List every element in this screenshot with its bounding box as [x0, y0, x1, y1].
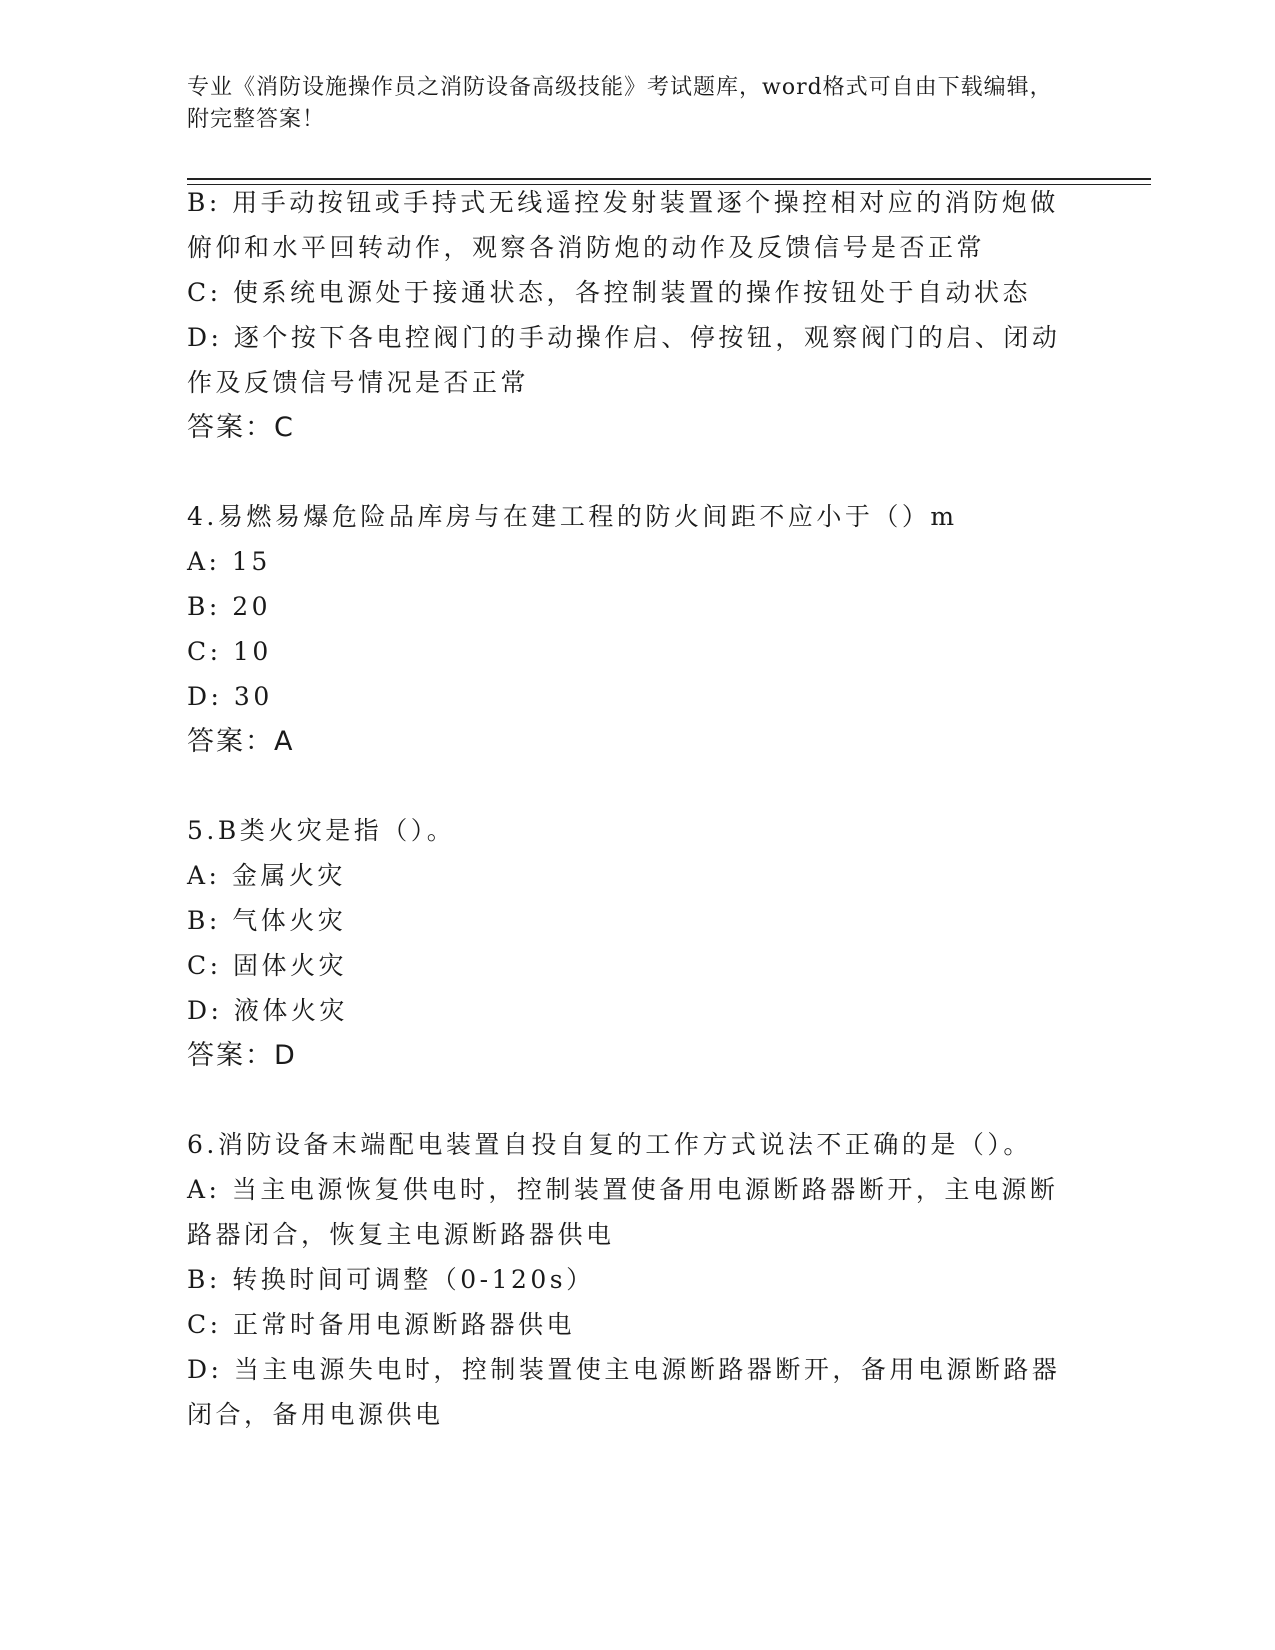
header-rule-thick: [187, 178, 1151, 180]
q5-option-b: B: 气体火灾: [187, 906, 347, 935]
q5-option-d: D: 液体火灾: [187, 996, 348, 1025]
q6-option-a-line2: 路器闭合，恢复主电源断路器供电: [187, 1220, 615, 1249]
q5-stem: 5.B类火灾是指（）。: [187, 816, 456, 845]
prev-option-b-line2: 俯仰和水平回转动作，观察各消防炮的动作及反馈信号是否正常: [187, 233, 986, 262]
q4-answer: 答案：A: [187, 726, 295, 757]
q4-option-d: D: 30: [187, 682, 273, 711]
q6-stem: 6.消防设备末端配电装置自投自复的工作方式说法不正确的是（）。: [187, 1130, 1032, 1159]
q6-option-d-line2: 闭合，备用电源供电: [187, 1400, 444, 1429]
q6-option-a-line1: A: 当主电源恢复供电时，控制装置使备用电源断路器断开，主电源断: [187, 1175, 1059, 1204]
document-header: 专业《消防设施操作员之消防设备高级技能》考试题库，word格式可自由下载编辑，附完整答案！: [187, 75, 1053, 132]
q4-option-b: B: 20: [187, 592, 272, 621]
prev-option-c: C: 使系统电源处于接通状态，各控制装置的操作按钮处于自动状态: [187, 278, 1032, 307]
header-rule-thin: [187, 184, 1151, 185]
q4-stem: 4.易燃易爆危险品库房与在建工程的防火间距不应小于（）m: [187, 502, 958, 531]
prev-option-b-line1: B: 用手动按钮或手持式无线遥控发射装置逐个操控相对应的消防炮做: [187, 188, 1059, 217]
q5-option-a: A: 金属火灾: [187, 861, 346, 890]
prev-answer: 答案：C: [187, 412, 295, 443]
q6-option-d-line1: D: 当主电源失电时，控制装置使主电源断路器断开，备用电源断路器: [187, 1355, 1061, 1384]
q4-option-c: C: 10: [187, 637, 272, 666]
q6-option-c: C: 正常时备用电源断路器供电: [187, 1310, 575, 1339]
prev-option-d-line2: 作及反馈信号情况是否正常: [187, 368, 530, 397]
q5-option-c: C: 固体火灾: [187, 951, 347, 980]
q5-answer: 答案：D: [187, 1040, 297, 1071]
prev-option-d-line1: D: 逐个按下各电控阀门的手动操作启、停按钮，观察阀门的启、闭动: [187, 323, 1061, 352]
q6-option-b: B: 转换时间可调整（0-120s）: [187, 1265, 595, 1294]
q4-option-a: A: 15: [187, 547, 271, 576]
